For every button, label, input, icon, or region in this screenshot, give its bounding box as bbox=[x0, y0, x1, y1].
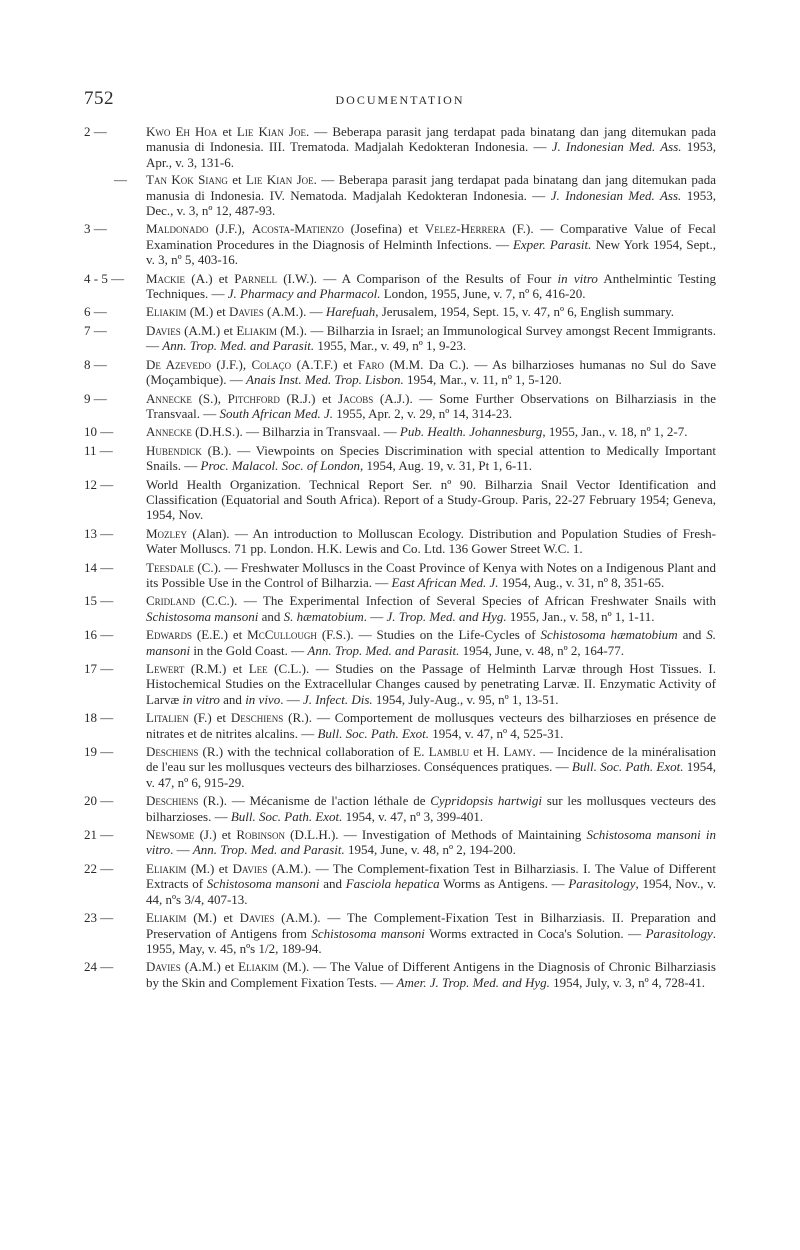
entry-segment: and bbox=[677, 627, 707, 643]
italic-text: Schistosoma mansoni bbox=[146, 608, 259, 624]
author-name: Maldonado bbox=[146, 221, 209, 237]
entry-segment: (B.). — Viewpoints on Species Discrimination with special attention to Medically Important Snails. — bbox=[146, 442, 716, 474]
entry-number: 8 — bbox=[84, 356, 107, 372]
entry-number: 13 — bbox=[84, 525, 114, 541]
entry-segment: (Josefina) et bbox=[343, 221, 425, 237]
author-name: Lie Kian Joe bbox=[245, 172, 314, 188]
entry-segment: (A.T.F.) et bbox=[291, 356, 358, 372]
entry-text bbox=[146, 661, 716, 707]
bibliography-entry bbox=[84, 661, 716, 707]
entry-segment: in the Gold Coast. — bbox=[190, 642, 308, 658]
entry-number: 24 — bbox=[84, 959, 114, 975]
bibliography-list bbox=[84, 124, 716, 993]
entry-number: 16 — bbox=[84, 627, 114, 643]
entry-segment: (A.M.) et bbox=[180, 322, 237, 338]
italic-text: Parasitology bbox=[645, 925, 713, 941]
author-name: Mackie bbox=[146, 270, 186, 286]
author-name: De Azevedo bbox=[146, 356, 211, 372]
entry-segment: . — bbox=[280, 691, 303, 707]
entry-segment: . — bbox=[170, 842, 193, 858]
entry-text bbox=[146, 959, 716, 989]
italic-text: S. hæmatobium bbox=[283, 608, 364, 624]
entry-segment: et bbox=[227, 172, 246, 188]
entry-text bbox=[146, 391, 716, 421]
entry-segment: New York 1954, Sept., v. 3, nº 5, 403-16. bbox=[146, 236, 716, 268]
entry-segment: (M.M. Da C.). — As bilharzioses humanas no Sul do Save (Moçambique). — bbox=[146, 356, 716, 388]
author-name: Deschiens bbox=[146, 744, 199, 760]
entry-segment: (E.E.) et bbox=[191, 627, 248, 643]
entry-segment: 1954, v. 47, nº 6, 915-29. bbox=[146, 759, 717, 790]
entry-number: 14 — bbox=[84, 559, 114, 575]
italic-text: Bull. Soc. Path. Exot. bbox=[571, 759, 684, 775]
author-name: Eliakim bbox=[146, 304, 187, 320]
author-name: Davies bbox=[146, 959, 181, 975]
entry-text bbox=[146, 424, 687, 439]
author-name: Davies bbox=[239, 910, 275, 926]
entry-segment: (A.M.). — The Complement-Fixation Test in Bilharziasis. II. Preparation and Preservation of Antigens from bbox=[146, 910, 716, 941]
entry-segment: (D.L.H.). — Investigation of Methods of Maintaining bbox=[285, 827, 587, 843]
italic-text: Schistosoma mansoni bbox=[206, 876, 320, 892]
entry-segment: . 1955, May, v. 45, nºs 1/2, 189-94. bbox=[146, 925, 716, 956]
bibliography-entry bbox=[84, 526, 716, 557]
italic-text: Bull. Soc. Path. Exot. bbox=[230, 808, 343, 824]
entry-segment: 1954, July, v. 3, nº 4, 728-41. bbox=[549, 974, 705, 990]
entry-number: 20 — bbox=[84, 793, 114, 809]
author-name: Newsome bbox=[146, 827, 195, 843]
bibliography-entry bbox=[84, 323, 716, 354]
entry-segment: World Health Organization. Technical Report Ser. nº 90. Bilharzia Snail Vector Identification and Classification (Equatorial and South Africa). Report of a Study-Group. Paris, 22-27 February 1954; Geneva, 1954, Nov. bbox=[146, 476, 716, 523]
entry-segment: (J.F.), bbox=[208, 221, 252, 237]
page-header bbox=[84, 88, 716, 112]
entry-number: 2 — bbox=[84, 124, 107, 139]
bibliography-entry bbox=[84, 271, 716, 302]
entry-text bbox=[146, 560, 716, 590]
italic-text: East African Med. J. bbox=[391, 574, 499, 590]
entry-text bbox=[146, 477, 716, 523]
entry-text bbox=[146, 744, 716, 790]
italic-text: in vivo bbox=[245, 691, 281, 707]
entry-segment: (I.W.). — A Comparison of the Results of Four bbox=[277, 270, 558, 286]
author-name: Lamy bbox=[503, 744, 533, 760]
author-name: Lamblu bbox=[428, 744, 470, 760]
italic-text: Parasitology bbox=[568, 876, 636, 892]
author-name: Parnell bbox=[234, 270, 278, 286]
bibliography-entry bbox=[84, 424, 716, 439]
author-name: Davies bbox=[229, 304, 264, 320]
author-name: Jacobs bbox=[338, 390, 374, 406]
bibliography-entry bbox=[84, 124, 716, 170]
entry-segment: (A.J.). — Some Further Observations on Bilharziasis in the Transvaal. — bbox=[146, 390, 716, 421]
italic-text: Exper. Parasit. bbox=[512, 236, 592, 252]
bibliography-entry bbox=[84, 443, 716, 474]
entry-text bbox=[146, 443, 716, 473]
entry-text bbox=[146, 357, 716, 387]
author-name: Kwo Eh Hoa bbox=[146, 124, 218, 139]
entry-number: 3 — bbox=[84, 221, 107, 237]
italic-text: Schistosoma mansoni in vitro bbox=[146, 827, 716, 858]
entry-segment: (R.M.) et bbox=[184, 661, 249, 676]
entry-segment: 1954, June, v. 48, nº 2, 164-77. bbox=[459, 642, 624, 658]
italic-text: Cypridopsis hartwigi bbox=[430, 793, 542, 809]
entry-text bbox=[146, 304, 674, 319]
entry-segment: (C.L.). — Studies on the Passage of Helminth Larvæ through Host Tissues. I. Histochemical Studies on the Extracellular Changes caused by penetrating Larvæ. II. Enzymatic Activity of Larvæ bbox=[146, 661, 716, 707]
entry-segment: Worms extracted in Coca's Solution. — bbox=[424, 925, 646, 941]
entry-segment: (A.M.). — The Complement-fixation Test in Bilharziasis. I. The Value of Different Extracts of bbox=[146, 860, 716, 892]
author-name: Deschiens bbox=[146, 793, 199, 809]
author-name: Eliakim bbox=[146, 860, 187, 876]
entry-text bbox=[146, 710, 716, 740]
entry-text bbox=[146, 271, 716, 301]
italic-text: J. Pharmacy and Pharmacol. bbox=[227, 286, 381, 302]
author-name: Annecke bbox=[146, 390, 192, 406]
italic-text: in vitro bbox=[557, 270, 598, 286]
entry-segment: , 1955, Jan., v. 18, nº 1, 2-7. bbox=[542, 424, 688, 440]
bibliography-entry bbox=[84, 744, 716, 790]
author-name: Hubendick bbox=[146, 442, 202, 458]
entry-segment: sur les mollusques vecteurs des bilharzioses. — bbox=[146, 793, 716, 824]
entry-text bbox=[146, 124, 716, 170]
entry-segment: 1953, Dec., v. 3, nº 12, 487-93. bbox=[146, 187, 716, 219]
bibliography-entry bbox=[84, 221, 716, 267]
entry-segment: (A.) et bbox=[185, 270, 235, 286]
bibliography-entry bbox=[84, 910, 716, 956]
italic-text: J. Infect. Dis. bbox=[302, 691, 373, 707]
author-name: Litalien bbox=[146, 710, 189, 726]
author-name: Acosta-Matienzo bbox=[251, 221, 344, 237]
italic-text: South African Med. J. bbox=[219, 405, 334, 421]
italic-text: Fasciola hepatica bbox=[345, 876, 440, 892]
entry-number: 6 — bbox=[84, 304, 107, 320]
entry-number: 17 — bbox=[84, 661, 114, 676]
bibliography-entry bbox=[84, 793, 716, 824]
italic-text: J. Indonesian Med. Ass. bbox=[551, 139, 682, 155]
entry-segment: (J.) et bbox=[194, 827, 237, 843]
entry-segment: (F.S.). — Studies on the Life-Cycles of bbox=[316, 627, 541, 643]
entry-segment: 1955, Jan., v. 58, nº 1, 1-11. bbox=[506, 608, 655, 624]
entry-segment: (C.C.). — The Experimental Infection of Several Species of African Freshwater Snails with bbox=[195, 593, 716, 609]
entry-segment: (S.), bbox=[191, 390, 228, 406]
author-name: Cridland bbox=[146, 593, 196, 609]
entry-segment: 1954, Aug., v. 31, nº 8, 351-65. bbox=[498, 574, 665, 590]
entry-text bbox=[146, 827, 716, 857]
author-name: Faro bbox=[357, 356, 385, 372]
entry-number: 22 — bbox=[84, 860, 114, 876]
entry-text bbox=[146, 793, 716, 823]
bibliography-entry bbox=[84, 627, 716, 658]
entry-segment: 1953, Apr., v. 3, 131-6. bbox=[146, 139, 717, 170]
bibliography-entry bbox=[84, 391, 716, 422]
italic-text: Ann. Trop. Med. and Parasit. bbox=[192, 842, 345, 858]
author-name: Davies bbox=[146, 322, 181, 338]
entry-number: 21 — bbox=[84, 827, 114, 843]
entry-segment: . — Beberapa parasit jang terdapat pada binatang dan jang ditemukan pada manusia di Indonesia. IV. Nematoda. Madjalah Kedokteran Indonesia. — bbox=[146, 172, 716, 203]
bibliography-entry bbox=[84, 861, 716, 907]
entry-segment: et bbox=[217, 124, 237, 139]
author-name: McCullough bbox=[247, 627, 317, 643]
bibliography-entry bbox=[84, 560, 716, 591]
bibliography-entry bbox=[84, 710, 716, 741]
author-name: Eliakim bbox=[146, 910, 187, 926]
italic-text: J. Trop. Med. and Hyg. bbox=[386, 608, 507, 624]
italic-text: Ann. Trop. Med. and Parasit. bbox=[307, 642, 460, 658]
entry-segment: . — Incidence de la minéralisation de l'eau sur les mollusques vecteurs des bilharzioses. Conséquences pratiques. — bbox=[146, 744, 716, 775]
entry-number: 11 — bbox=[84, 442, 113, 458]
author-name: Lewert bbox=[146, 661, 185, 676]
author-name: Deschiens bbox=[230, 710, 284, 726]
entry-segment: (F.). — Comparative Value of Fecal Examination Procedures in the Diagnosis of Helminth Infections. — bbox=[146, 221, 717, 252]
entry-text bbox=[146, 172, 716, 218]
entry-segment: 1954, June, v. 48, nº 2, 194-200. bbox=[344, 842, 516, 858]
entry-segment: et H. bbox=[469, 744, 504, 760]
entry-text bbox=[146, 593, 716, 623]
italic-text: Proc. Malacol. Soc. of London bbox=[200, 458, 361, 474]
entry-number: 4 - 5 — bbox=[84, 270, 125, 286]
entry-segment: . — bbox=[363, 608, 387, 624]
bibliography-entry bbox=[84, 172, 716, 218]
author-name: Eliakim bbox=[238, 959, 279, 975]
running-title: DOCUMENTATION bbox=[335, 93, 465, 107]
author-name: Davies bbox=[232, 860, 268, 876]
italic-text: in vitro bbox=[182, 691, 220, 707]
entry-number: 9 — bbox=[84, 390, 107, 406]
entry-segment: 1954, July-Aug., v. 95, nº 1, 13-51. bbox=[372, 691, 559, 707]
author-name: Colaço bbox=[251, 356, 292, 372]
entry-segment: , 1954, Aug. 19, v. 31, Pt 1, 6-11. bbox=[360, 458, 533, 474]
entry-segment: London, 1955, June, v. 7, nº 6, 416-20. bbox=[380, 286, 586, 302]
entry-text bbox=[146, 526, 716, 556]
entry-segment: Worms as Antigens. — bbox=[439, 876, 569, 892]
entry-segment: (M.). — Bilharzia in Israel; an Immunological Survey amongst Recent Immigrants. — bbox=[146, 322, 716, 354]
author-name: Velez-Herrera bbox=[424, 221, 506, 237]
entry-number: 12 — bbox=[84, 476, 114, 492]
entry-segment: (R.). — Mécanisme de l'action léthale de bbox=[198, 793, 431, 809]
entry-number: 15 — bbox=[84, 593, 114, 609]
italic-text: Bull. Soc. Path. Exot. bbox=[317, 725, 430, 741]
entry-segment: , Jerusalem, 1954, Sept. 15, v. 47, nº 6, English summary. bbox=[375, 304, 675, 320]
bibliography-entry bbox=[84, 357, 716, 388]
author-name: Lie Kian Joe bbox=[236, 124, 306, 139]
entry-segment: (D.H.S.). — Bilharzia in Transvaal. — bbox=[191, 424, 400, 440]
entry-segment: (J.F.), bbox=[210, 356, 252, 372]
entry-segment: (Alan). — An introduction to Molluscan Ecology. Distribution and Population Studies of Fresh-Water Molluscs. 71 pp. London. H.K. Lewis and Co. Ltd. 136 Gower Street W.C. 1. bbox=[146, 525, 716, 557]
entry-segment: (M.) et bbox=[186, 910, 240, 926]
entry-segment: . — Beberapa parasit jang terdapat pada binatang dan jang ditemukan pada manusia di Indonesia. III. Trematoda. Madjalah Kedokteran Indonesia. — bbox=[146, 124, 716, 155]
entry-segment: , 1954, Nov., v. 44, nºs 3/4, 407-13. bbox=[146, 876, 717, 907]
bibliography-entry bbox=[84, 827, 716, 858]
entry-segment: (A.M.) et bbox=[180, 959, 239, 975]
entry-text bbox=[146, 323, 716, 353]
author-name: Teesdale bbox=[146, 559, 194, 575]
author-name: Eliakim bbox=[236, 322, 277, 338]
bibliography-entry bbox=[84, 593, 716, 624]
entry-segment: (C.). — Freshwater Molluscs in the Coast Province of Kenya with Notes on a Indigenous Plant and its Possible Use in the Control of Bilharzia. — bbox=[146, 559, 716, 590]
italic-text: S. mansoni bbox=[146, 627, 717, 658]
italic-text: Ann. Trop. Med. and Parasit. bbox=[162, 338, 315, 354]
bibliography-entry bbox=[84, 959, 716, 990]
italic-text: Amer. J. Trop. Med. and Hyg. bbox=[396, 974, 550, 990]
entry-segment: (R.). — Comportement de mollusques vecteurs des bilharzioses en présence de nitrates et de nitrites alcalins. — bbox=[146, 710, 716, 741]
entry-segment: (F.) et bbox=[188, 710, 231, 726]
entry-number: 19 — bbox=[84, 744, 114, 760]
bibliography-entry bbox=[84, 477, 716, 523]
italic-text: Anais Inst. Med. Trop. Lisbon. bbox=[246, 372, 404, 388]
author-name: Robinson bbox=[236, 827, 285, 843]
entry-segment: and bbox=[258, 608, 284, 624]
entry-segment: 1955, Mar., v. 49, nº 1, 9-23. bbox=[314, 338, 467, 354]
entry-text bbox=[146, 221, 716, 267]
entry-segment: 1955, Apr. 2, v. 29, nº 14, 314-23. bbox=[333, 405, 513, 421]
entry-segment: (R.) with the technical collaboration of E. bbox=[198, 744, 429, 760]
italic-text: Schistosoma hæmatobium bbox=[540, 627, 678, 643]
italic-text: Pub. Health. Johannesburg bbox=[399, 424, 543, 440]
author-name: Lee bbox=[248, 661, 268, 676]
entry-number: 18 — bbox=[84, 710, 114, 726]
author-name: Tan Kok Siang bbox=[146, 172, 228, 188]
page-number: 752 bbox=[84, 88, 114, 109]
author-name: Mozley bbox=[146, 525, 188, 541]
entry-text bbox=[146, 910, 716, 956]
entry-number: — bbox=[114, 172, 127, 188]
italic-text: J. Indonesian Med. Ass. bbox=[550, 187, 682, 203]
italic-text: Schistosoma mansoni bbox=[311, 925, 425, 941]
entry-segment: 1954, Mar., v. 11, nº 1, 5-120. bbox=[403, 372, 562, 388]
entry-segment: and bbox=[219, 691, 246, 707]
entry-number: 7 — bbox=[84, 322, 107, 338]
entry-segment: (M.) et bbox=[186, 860, 233, 876]
entry-segment: 1954, v. 47, nº 4, 525-31. bbox=[429, 725, 564, 741]
entry-text bbox=[146, 861, 716, 907]
entry-segment: (A.M.). — bbox=[263, 304, 326, 320]
bibliography-entry bbox=[84, 304, 716, 319]
entry-segment: (M.) et bbox=[186, 304, 230, 320]
author-name: Edwards bbox=[146, 627, 192, 643]
entry-segment: (R.J.) et bbox=[279, 390, 339, 406]
author-name: Pitchford bbox=[227, 390, 280, 406]
entry-number: 23 — bbox=[84, 910, 114, 926]
entry-text bbox=[146, 627, 716, 657]
author-name: Annecke bbox=[146, 424, 192, 440]
entry-segment: (M.). — The Value of Different Antigens in the Diagnosis of Chronic Bilharziasis by the Skin and Complement Fixation Tests. — bbox=[146, 959, 716, 990]
entry-segment: Anthelmintic Testing Techniques. — bbox=[146, 270, 717, 302]
italic-text: Harefuah bbox=[325, 304, 376, 320]
entry-number: 10 — bbox=[84, 424, 114, 440]
entry-segment: and bbox=[319, 876, 346, 892]
entry-segment: 1954, v. 47, nº 3, 399-401. bbox=[342, 808, 484, 824]
